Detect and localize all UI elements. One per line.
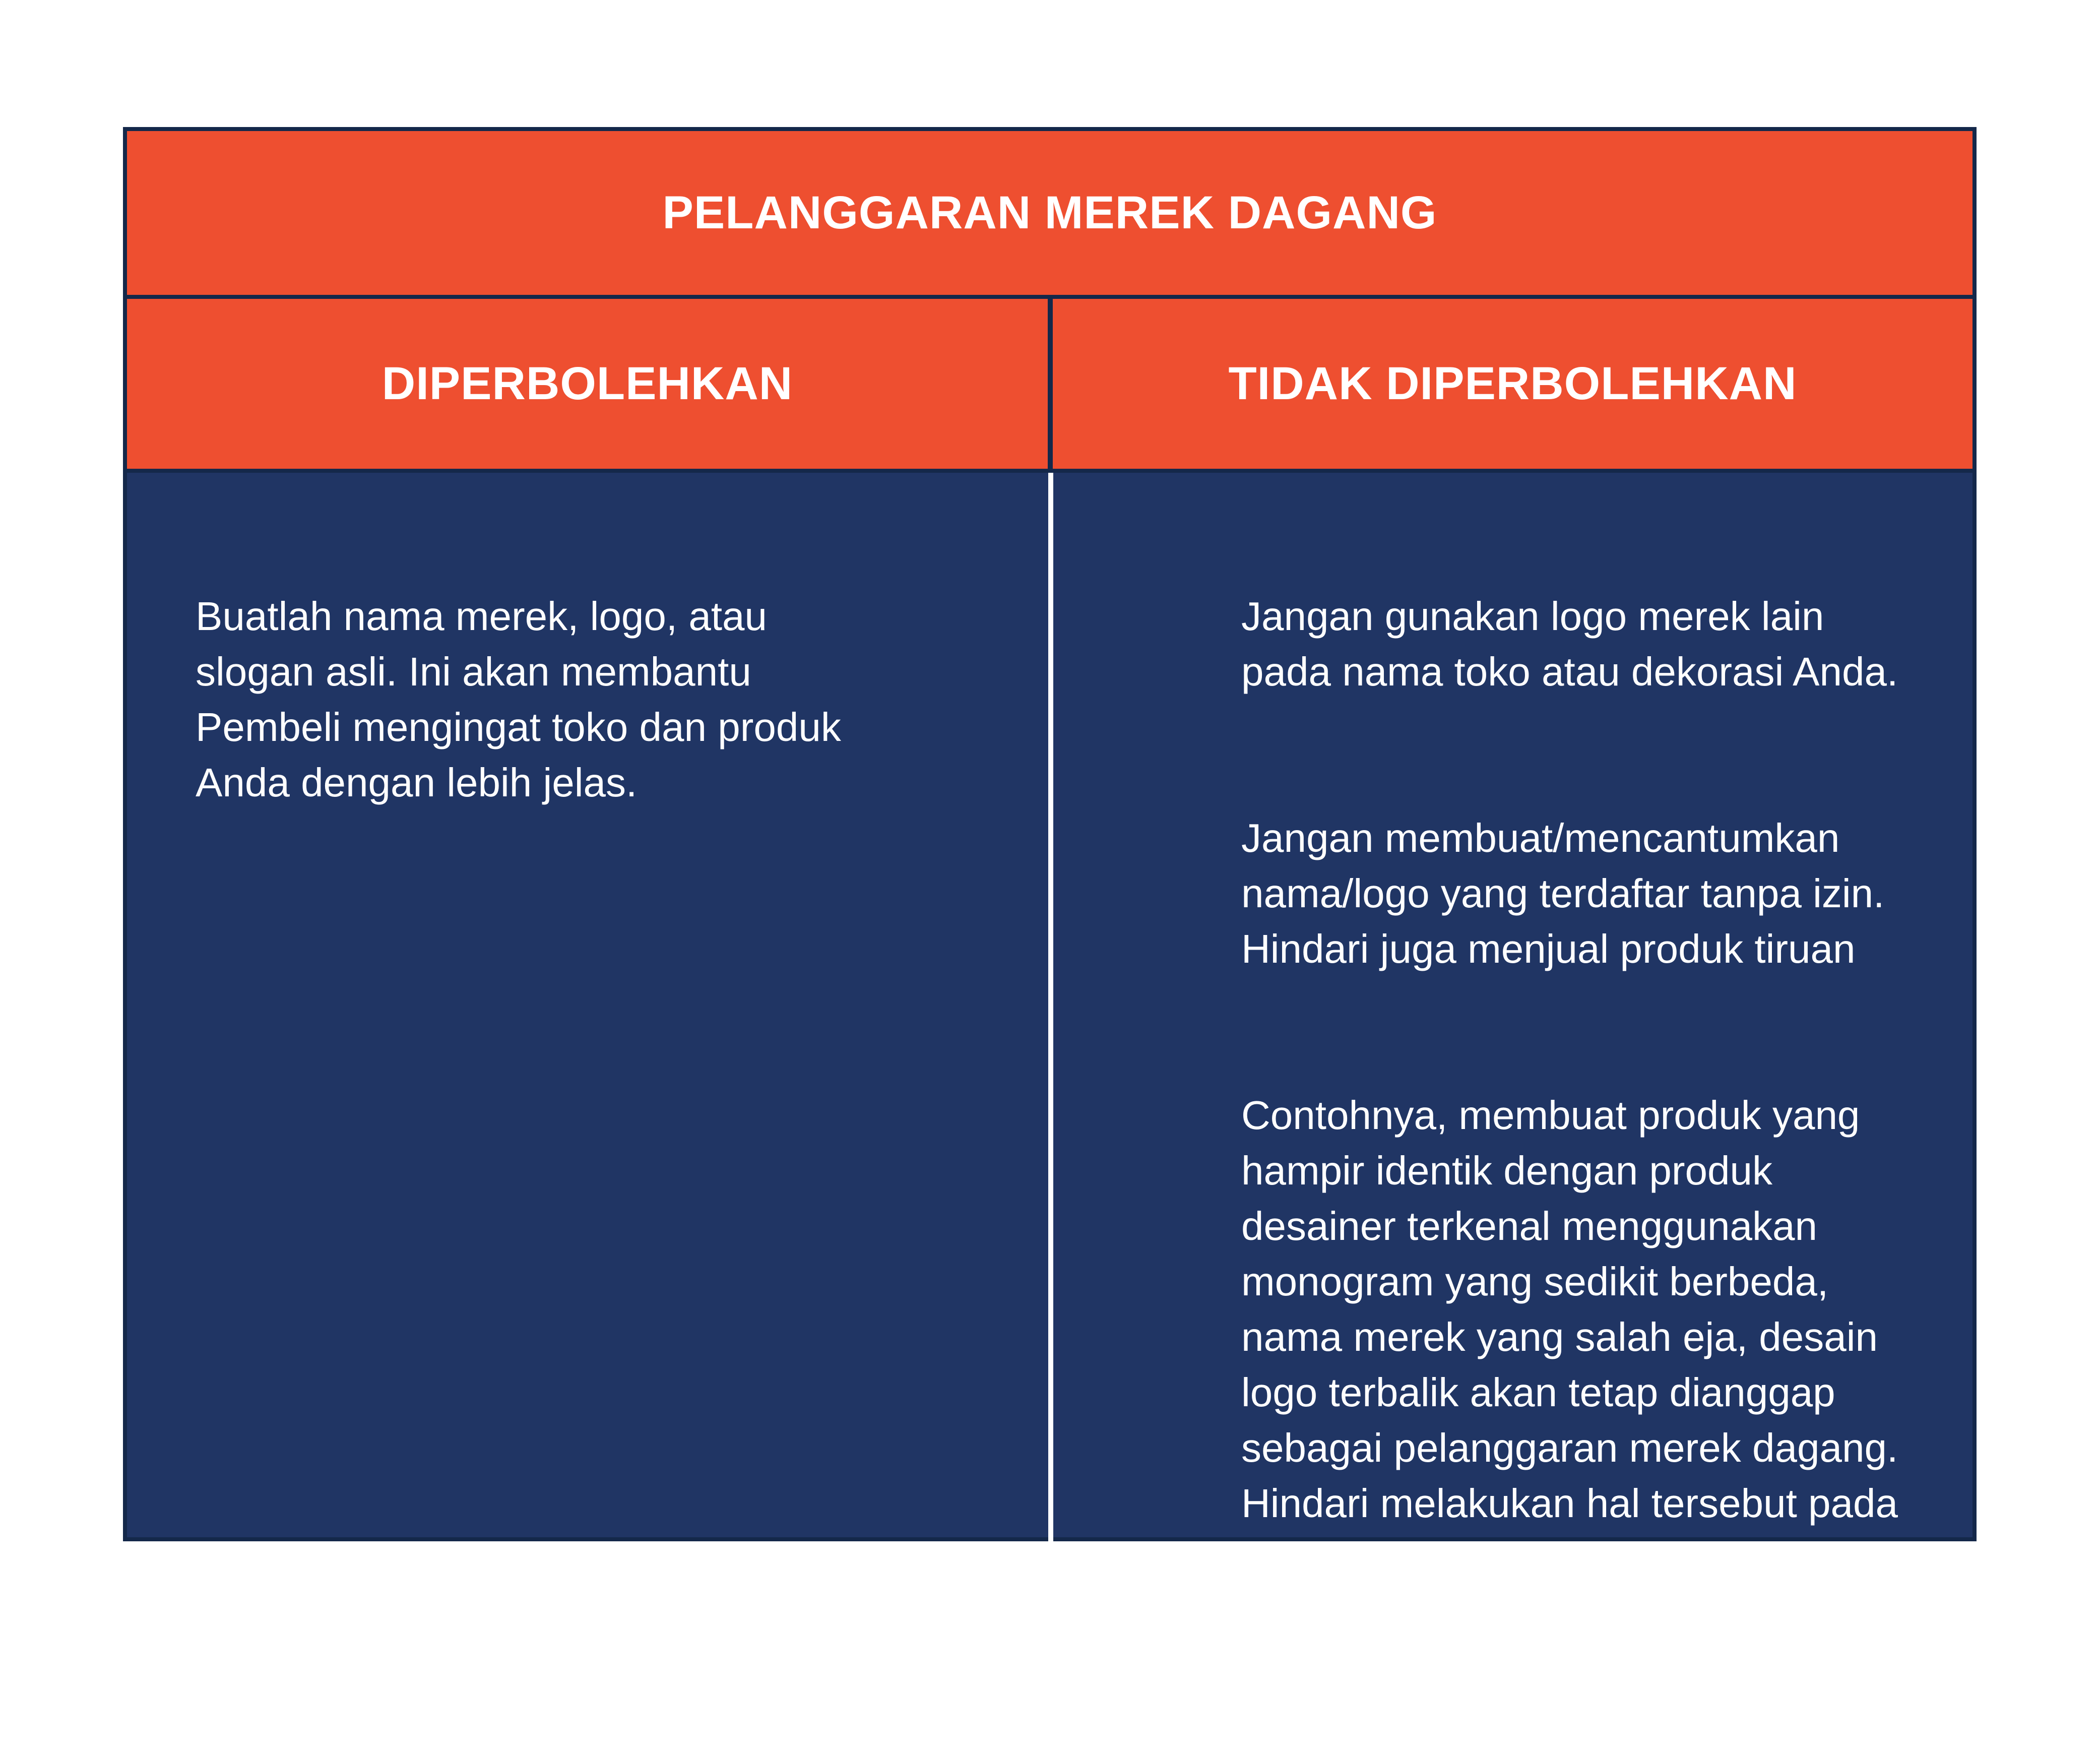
table-title: PELANGGARAN MEREK DAGANG <box>127 131 1972 295</box>
column-divider <box>1048 473 1053 1541</box>
trademark-table <box>123 127 1977 1637</box>
paragraph: Contohnya, membuat produk yang hampir identik dengan produk desainer terkenal menggunakan monogram yang sedikit berbeda, nama merek yang salah eja, desain logo terbalik akan tetap dianggap sebagai pelanggaran merek dagang. Hindari melakukan hal tersebut pada daftar produk atau di dekorasi toko Anda. <box>1241 1093 1898 1637</box>
not-allowed-text <box>1241 533 1898 1753</box>
column-header-allowed: DIPERBOLEHKAN <box>127 299 1048 469</box>
allowed-text <box>196 533 841 921</box>
paragraph: Jangan gunakan logo merek lain pada nama toko atau dekorasi Anda. <box>1241 594 1898 694</box>
allowed-cell <box>123 473 1048 1541</box>
column-header-not-allowed: TIDAK DIPERBOLEHKAN <box>1053 299 1972 469</box>
not-allowed-cell <box>1053 473 1977 1637</box>
paragraph: Jangan membuat/mencantumkan nama/logo yang terdaftar tanpa izin. Hindari juga menjual produk tiruan <box>1241 816 1885 971</box>
paragraph: Buatlah nama merek, logo, atau slogan asli. Ini akan membantu Pembeli mengingat toko dan produk Anda dengan lebih jelas. <box>196 594 841 805</box>
